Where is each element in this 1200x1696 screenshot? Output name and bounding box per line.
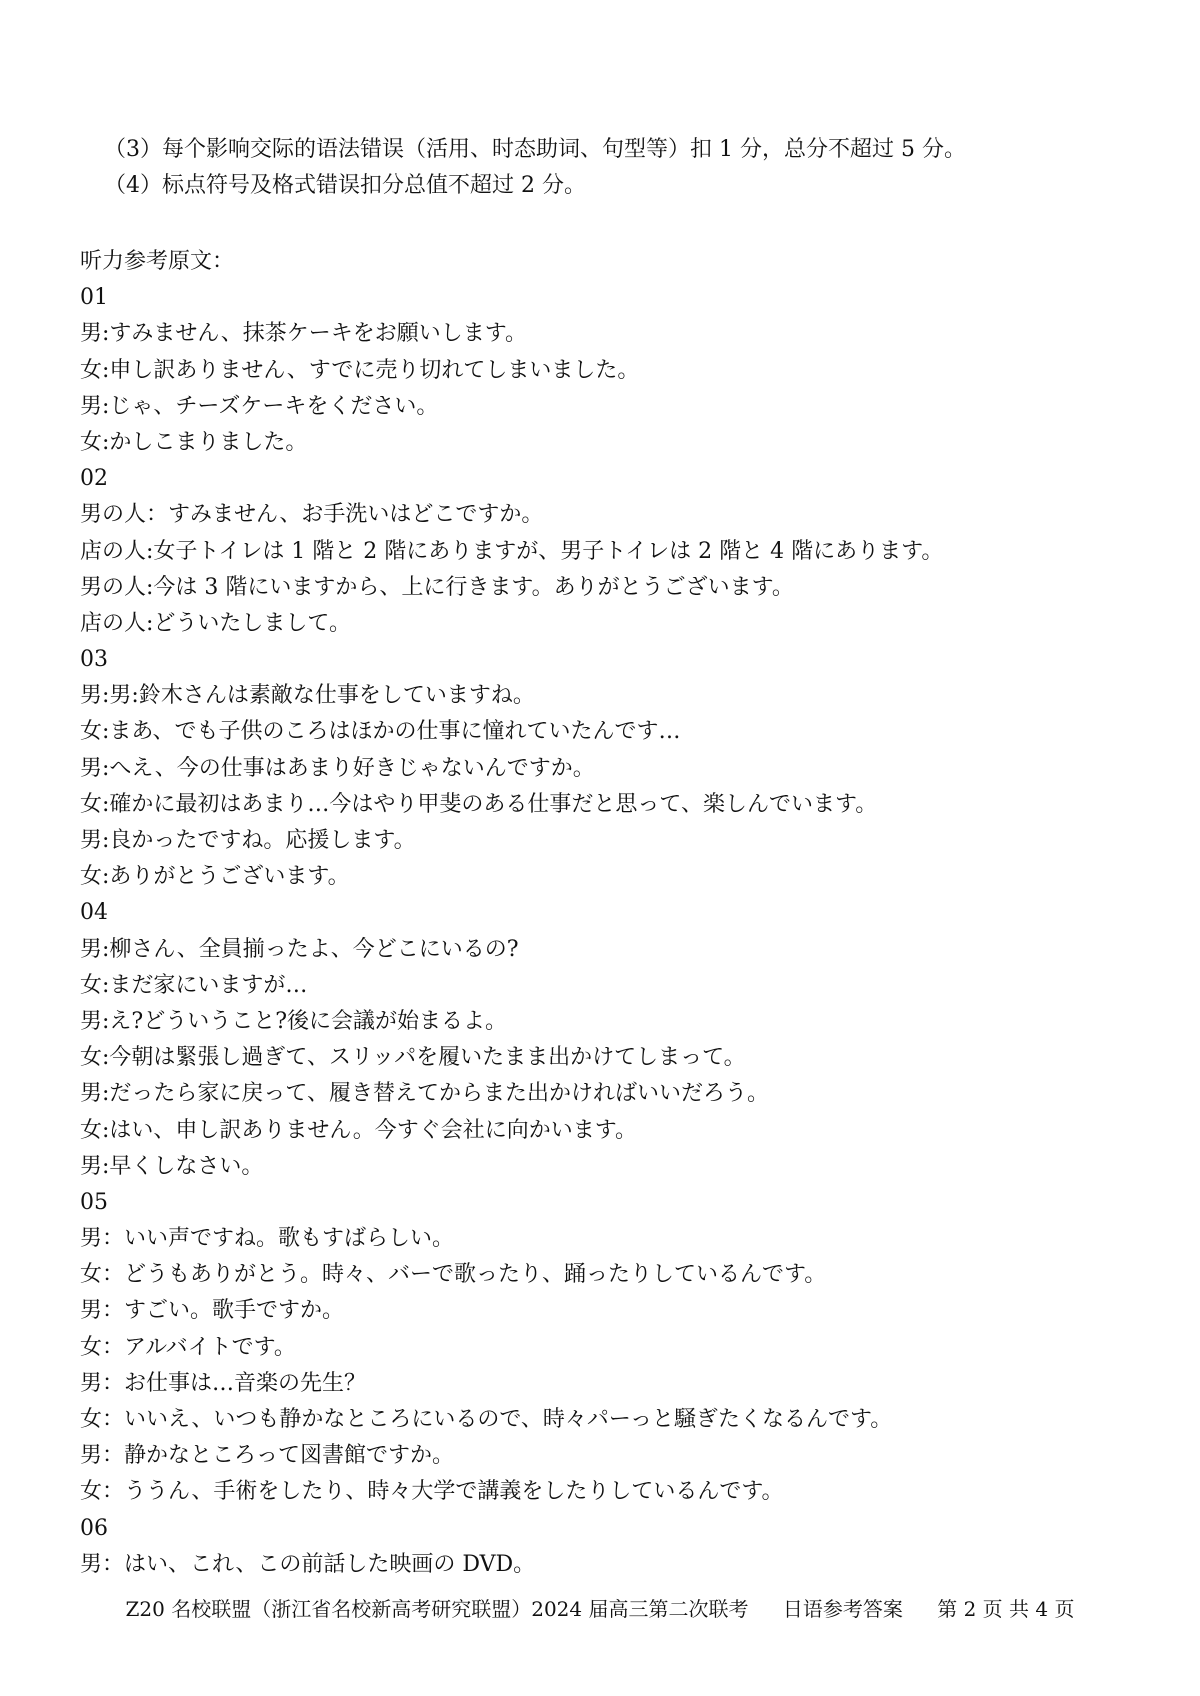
- transcript-line: 女:はい、申し訳ありません。今すぐ会社に向かいます。: [80, 1117, 637, 1143]
- transcript-line: 男:じゃ、チーズケーキをください。: [80, 393, 439, 419]
- transcript-line: 男:すみません、抹茶ケーキをお願いします。: [80, 321, 527, 347]
- transcript-line: 男:男:鈴木さんは素敵な仕事をしていますね。: [80, 683, 535, 709]
- transcript-line: 男:柳さん、全員揃ったよ、今どこにいるの?: [80, 936, 519, 962]
- transcript-line: 女：ううん、手術をしたり、時々大学で講義をしたりしているんです。: [80, 1479, 784, 1505]
- transcript-line: 女:かしこまりました。: [80, 429, 308, 455]
- transcript-line: 男：すごい。歌手ですか。: [80, 1298, 345, 1324]
- transcript-line: 男:へえ、今の仕事はあまり好きじゃないんですか。: [80, 755, 595, 781]
- grading-note: （4）标点符号及格式错误扣分总值不超过 2 分。: [104, 173, 586, 198]
- transcript-line: 女:今朝は緊張し過ぎて、スリッパを履いたまま出かけてしまって。: [80, 1045, 746, 1071]
- transcript-line: 男:え?どういうこと?後に会議が始まるよ。: [80, 1008, 508, 1034]
- transcript-line: 店の人:どういたしまして。: [80, 610, 351, 636]
- grading-notes: [104, 132, 1154, 204]
- transcript-line: 男：静かなところって図書館ですか。: [80, 1443, 455, 1469]
- footer-page-number: 第 2 页 共 4 页: [937, 1597, 1075, 1621]
- transcript-line: 男：いい声ですね。歌もすばらしい。: [80, 1226, 455, 1252]
- transcript-line: 男の人：すみません、お手洗いはどこですか。: [80, 502, 544, 528]
- transcript-line: 男：はい、これ、この前話した映画の DVD。: [80, 1551, 536, 1577]
- page-footer: [0, 1593, 1200, 1622]
- transcript-line: 女:まあ、でも子供のころはほかの仕事に憧れていたんです…: [80, 719, 681, 745]
- section-heading: 听力参考原文：: [80, 249, 235, 274]
- listening-transcript: [80, 244, 1160, 1583]
- footer-subject: 日语参考答案: [782, 1597, 903, 1621]
- transcript-line: 04: [80, 900, 108, 926]
- transcript-line: 06: [80, 1515, 108, 1541]
- transcript-line: 05: [80, 1189, 108, 1215]
- transcript-line: 01: [80, 285, 108, 311]
- transcript-line: 女:申し訳ありません、すでに売り切れてしまいました。: [80, 357, 640, 383]
- transcript-line: 店の人:女子トイレは 1 階と 2 階にありますが、男子トイレは 2 階と 4 階にあります。: [80, 538, 944, 564]
- transcript-line: 02: [80, 466, 108, 492]
- transcript-line: 男の人:今は 3 階にいますから、上に行きます。ありがとうございます。: [80, 574, 794, 600]
- transcript-line: 男:だったら家に戻って、履き替えてからまた出かければいいだろう。: [80, 1081, 769, 1107]
- transcript-line: 女：アルバイトです。: [80, 1334, 296, 1360]
- footer-exam-title: Z20 名校联盟（浙江省名校新高考研究联盟）2024 届高三第二次联考: [125, 1597, 749, 1621]
- transcript-line: 女：いいえ、いつも静かなところにいるので、時々パーっと騒ぎたくなるんです。: [80, 1407, 893, 1432]
- transcript-line: 女：どうもありがとう。時々、バーで歌ったり、踊ったりしているんです。: [80, 1262, 827, 1288]
- transcript-line: 男：お仕事は…音楽の先生？: [80, 1370, 367, 1396]
- transcript-line: 女:まだ家にいますが…: [80, 972, 308, 998]
- transcript-line: 男:早くしなさい。: [80, 1153, 264, 1179]
- transcript-line: 03: [80, 647, 108, 673]
- transcript-line: 女:確かに最初はあまり…今はやり甲斐のある仕事だと思って、楽しんでいます。: [80, 791, 878, 817]
- transcript-line: 女:ありがとうございます。: [80, 864, 350, 890]
- transcript-line: 男:良かったですね。応援します。: [80, 828, 416, 853]
- grading-note: （3）每个影响交际的语法错误（活用、时态助词、句型等）扣 1 分，总分不超过 5 分。: [104, 137, 966, 162]
